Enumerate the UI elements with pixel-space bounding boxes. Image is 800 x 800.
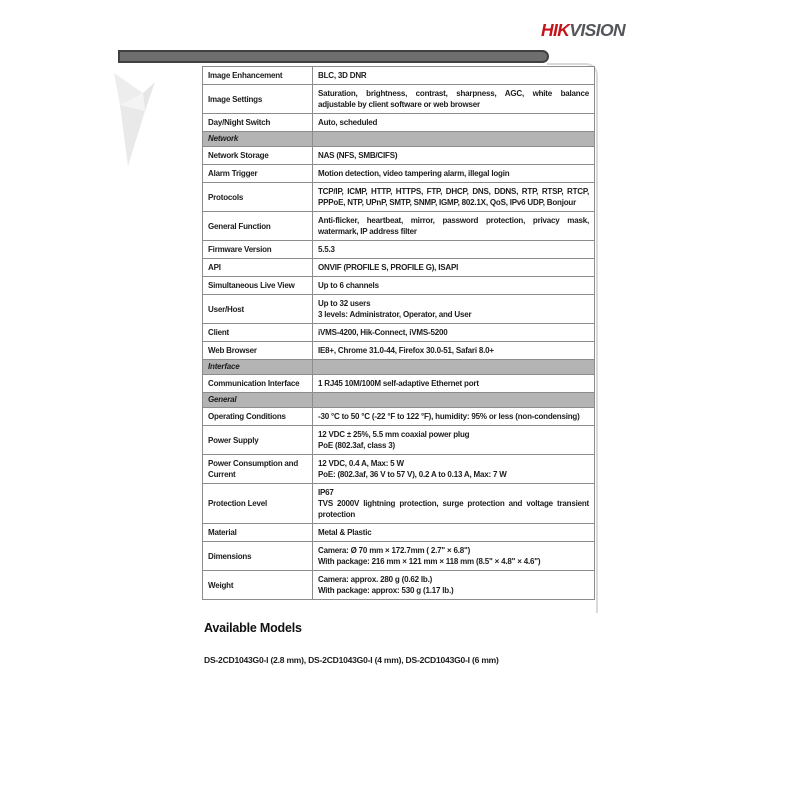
spec-value <box>313 277 595 295</box>
section-header-row <box>203 360 595 375</box>
spec-value <box>313 295 595 324</box>
spec-value-line: ONVIF (PROFILE S, PROFILE G), ISAPI <box>318 263 459 272</box>
table-row <box>203 85 595 114</box>
table-row <box>203 426 595 455</box>
spec-label: Protection Level <box>203 484 313 524</box>
spec-value <box>313 324 595 342</box>
spec-value <box>313 455 595 484</box>
spec-label: Firmware Version <box>203 241 313 259</box>
table-row <box>203 571 595 600</box>
table-row <box>203 147 595 165</box>
spec-value <box>313 114 595 132</box>
spec-value-line: Motion detection, video tampering alarm, illegal login <box>318 169 510 178</box>
available-models-heading: Available Models <box>204 621 302 635</box>
spec-value <box>313 67 595 85</box>
spec-label: API <box>203 259 313 277</box>
spec-value-line: -30 °C to 50 °C (-22 °F to 122 °F), humidity: 95% or less (non-condensing) <box>318 412 580 421</box>
spec-value-line: Camera: Ø 70 mm × 172.7mm ( 2.7" × 6.8") <box>318 546 471 555</box>
spec-label: Alarm Trigger <box>203 165 313 183</box>
spec-value <box>313 408 595 426</box>
logo-text-gray: VISION <box>569 20 626 40</box>
spec-value-line: 12 VDC, 0.4 A, Max: 5 W <box>318 459 404 468</box>
spec-value <box>313 183 595 212</box>
spec-value <box>313 241 595 259</box>
spec-value-line: TVS 2000V lightning protection, surge protection and voltage transient protection <box>318 499 589 519</box>
section-header-label: Network <box>203 132 313 147</box>
table-row <box>203 324 595 342</box>
spec-value-line: PoE: (802.3af, 36 V to 57 V), 0.2 A to 0.13 A, Max: 7 W <box>318 470 507 479</box>
table-row <box>203 259 595 277</box>
spec-value-line: Anti-flicker, heartbeat, mirror, password protection, privacy mask, watermark, IP address filter <box>318 216 589 236</box>
spec-value-line: With package: 216 mm × 121 mm × 118 mm (8.5" × 4.8" × 4.6") <box>318 557 541 566</box>
spec-table-body <box>203 67 595 600</box>
spec-label: Image Enhancement <box>203 67 313 85</box>
spec-value <box>313 426 595 455</box>
spec-label: Day/Night Switch <box>203 114 313 132</box>
spec-label: Dimensions <box>203 542 313 571</box>
spec-value-line: Auto, scheduled <box>318 118 378 127</box>
table-row <box>203 524 595 542</box>
table-row <box>203 114 595 132</box>
table-row <box>203 408 595 426</box>
table-row <box>203 212 595 241</box>
spec-value-line: 12 VDC ± 25%, 5.5 mm coaxial power plug <box>318 430 470 439</box>
spec-value-line: 3 levels: Administrator, Operator, and User <box>318 310 472 319</box>
spec-value <box>313 375 595 393</box>
spec-value <box>313 484 595 524</box>
table-row <box>203 375 595 393</box>
spec-value-line: BLC, 3D DNR <box>318 71 367 80</box>
spec-label: Power Supply <box>203 426 313 455</box>
table-row <box>203 484 595 524</box>
spec-value-line: iVMS-4200, Hik-Connect, iVMS-5200 <box>318 328 448 337</box>
table-row <box>203 295 595 324</box>
spec-value-line: 1 RJ45 10M/100M self-adaptive Ethernet port <box>318 379 479 388</box>
header-divider-bar <box>118 50 549 63</box>
spec-label: User/Host <box>203 295 313 324</box>
spec-value-line: With package: approx: 530 g (1.17 lb.) <box>318 586 454 595</box>
spec-label: Web Browser <box>203 342 313 360</box>
spec-value-line: PoE (802.3af, class 3) <box>318 441 395 450</box>
spec-label: Protocols <box>203 183 313 212</box>
spec-label: Operating Conditions <box>203 408 313 426</box>
spec-label: Client <box>203 324 313 342</box>
spec-label: Image Settings <box>203 85 313 114</box>
section-header-label: Interface <box>203 360 313 375</box>
spec-value-line: TCP/IP, ICMP, HTTP, HTTPS, FTP, DHCP, DNS, DDNS, RTP, RTSP, RTCP, PPPoE, NTP, UPnP, SMTP, SNMP, IGMP, 802.1X, QoS, IPv6 UDP, Bonjour <box>318 187 589 207</box>
spec-value <box>313 342 595 360</box>
spec-value <box>313 212 595 241</box>
section-header-spacer <box>313 132 595 147</box>
table-row <box>203 342 595 360</box>
section-header-spacer <box>313 393 595 408</box>
table-row <box>203 241 595 259</box>
spec-label: Communication Interface <box>203 375 313 393</box>
spec-label: Weight <box>203 571 313 600</box>
section-header-row <box>203 393 595 408</box>
spec-value-line: Up to 32 users <box>318 299 371 308</box>
spec-value-line: NAS (NFS, SMB/CIFS) <box>318 151 398 160</box>
table-row <box>203 183 595 212</box>
section-header-label: General <box>203 393 313 408</box>
table-row <box>203 542 595 571</box>
spec-value <box>313 259 595 277</box>
spec-value <box>313 85 595 114</box>
section-header-row <box>203 132 595 147</box>
specification-table <box>202 66 595 600</box>
spec-value-line: Up to 6 channels <box>318 281 379 290</box>
spec-label: General Function <box>203 212 313 241</box>
section-header-spacer <box>313 360 595 375</box>
spec-value-line: Metal & Plastic <box>318 528 372 537</box>
spec-value <box>313 542 595 571</box>
spec-value-line: 5.5.3 <box>318 245 335 254</box>
spec-value-line: IE8+, Chrome 31.0-44, Firefox 30.0-51, Safari 8.0+ <box>318 346 494 355</box>
spec-label: Material <box>203 524 313 542</box>
spec-value-line: Camera: approx. 280 g (0.62 lb.) <box>318 575 433 584</box>
spec-value-line: IP67 <box>318 488 334 497</box>
table-row <box>203 455 595 484</box>
table-row <box>203 277 595 295</box>
watermark-arrow-graphic <box>113 72 157 168</box>
spec-value <box>313 524 595 542</box>
available-models-list: DS-2CD1043G0-I (2.8 mm), DS-2CD1043G0-I (4 mm), DS-2CD1043G0-I (6 mm) <box>204 655 499 665</box>
logo-text-red: HIK <box>541 20 570 40</box>
spec-value <box>313 165 595 183</box>
hikvision-logo <box>541 21 625 39</box>
spec-label: Network Storage <box>203 147 313 165</box>
spec-label: Simultaneous Live View <box>203 277 313 295</box>
table-row <box>203 165 595 183</box>
spec-label: Power Consumption and Current <box>203 455 313 484</box>
table-row <box>203 67 595 85</box>
spec-value <box>313 571 595 600</box>
spec-value-line: Saturation, brightness, contrast, sharpness, AGC, white balance adjustable by client software or web browser <box>318 89 589 109</box>
spec-value <box>313 147 595 165</box>
